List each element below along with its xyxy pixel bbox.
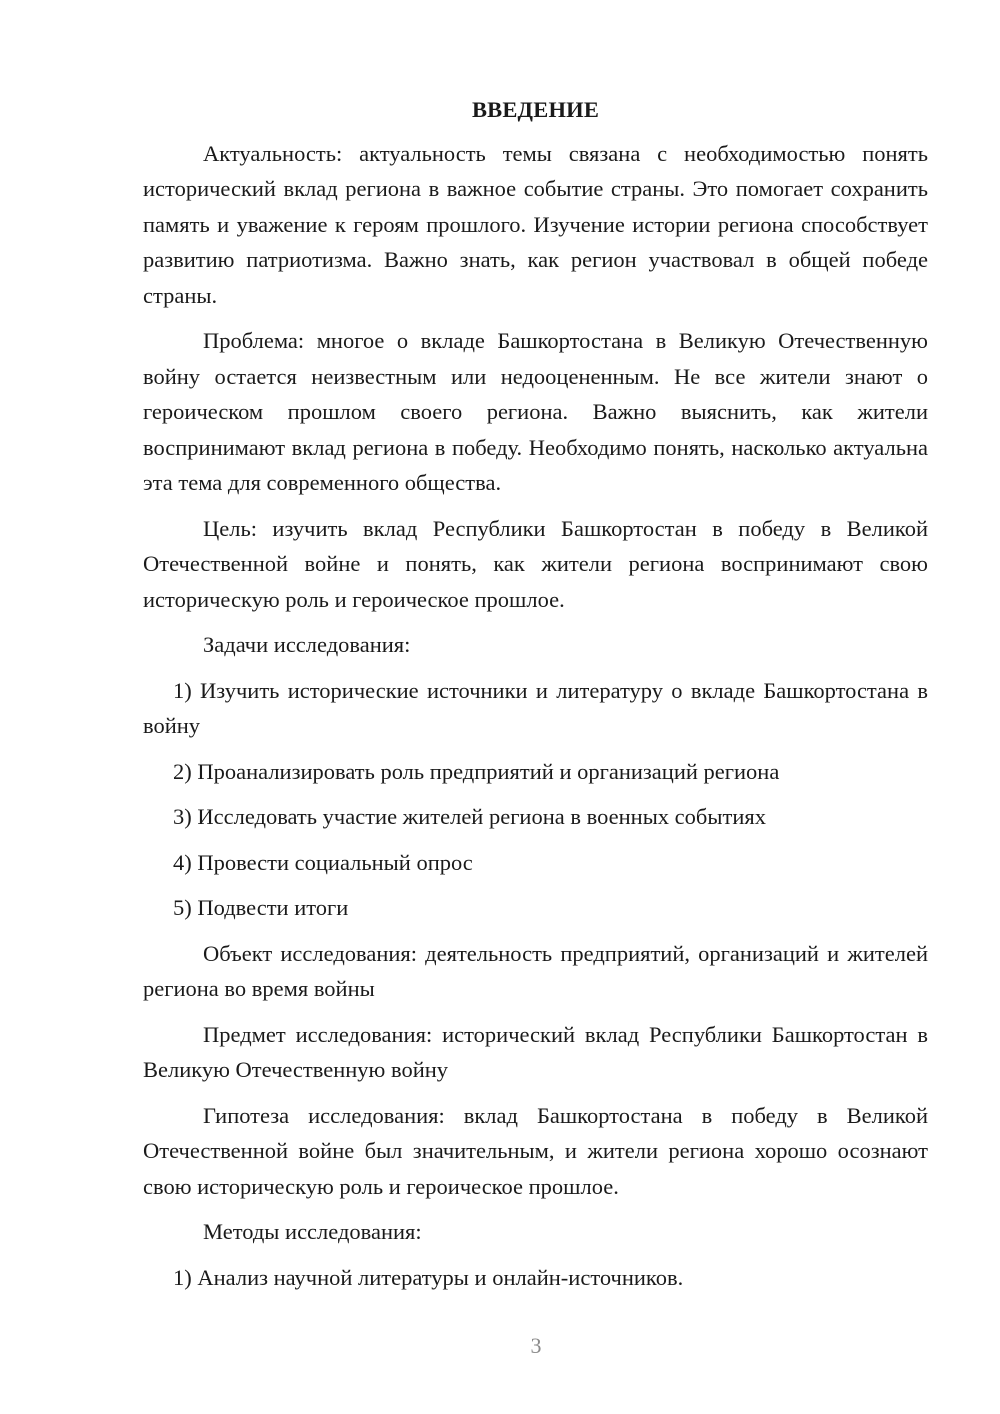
paragraph-relevance: Актуальность: актуальность темы связана с необходимостью понять исторический вклад региона в важное событие страны. Это помогает сохранить память и уважение к героям прошлого. Изучение истории региона способствует развитию патриотизма. Важно знать, как регион участвовал в общей победе страны. (143, 140, 928, 308)
methods-heading: Методы исследования: (203, 1219, 422, 1244)
task-item: 1) Изучить исторические источники и литературу о вкладе Башкортостана в войну (143, 677, 928, 738)
document-page (143, 92, 928, 1305)
paragraph-subject: Предмет исследования: исторический вклад Республики Башкортостан в Великую Отечественную войну (143, 1021, 928, 1082)
method-item: 1) Анализ научной литературы и онлайн-источников. (173, 1264, 684, 1290)
task-item: 5) Подвести итоги (173, 895, 349, 920)
task-item: 2) Проанализировать роль предприятий и организаций региона (173, 758, 780, 784)
page-number: 3 (530, 1333, 542, 1358)
paragraph-hypothesis: Гипотеза исследования: вклад Башкортостана в победу в Великой Отечественной войне был значительным, и жители региона хорошо осознают свою историческую роль и героическое прошлое. (143, 1102, 928, 1199)
paragraph-object: Объект исследования: деятельность предприятий, организаций и жителей региона во время войны (143, 940, 928, 1001)
task-item: 4) Провести социальный опрос (173, 849, 473, 875)
tasks-heading: Задачи исследования: (203, 632, 411, 657)
document-title: ВВЕДЕНИЕ (471, 97, 600, 122)
task-item: 3) Исследовать участие жителей региона в военных событиях (173, 804, 766, 829)
paragraph-goal: Цель: изучить вклад Республики Башкортостан в победу в Великой Отечественной войне и понять, как жители региона воспринимают свою историческую роль и героическое прошлое. (143, 515, 928, 612)
paragraph-problem: Проблема: многое о вкладе Башкортостана в Великую Отечественную войну остается неизвестным или недооцененным. Не все жители знают о героическом прошлом своего региона. Важно выяснить, как жители воспринимают вклад региона в победу. Необходимо понять, насколько актуальна эта тема для современного общества. (143, 328, 928, 495)
